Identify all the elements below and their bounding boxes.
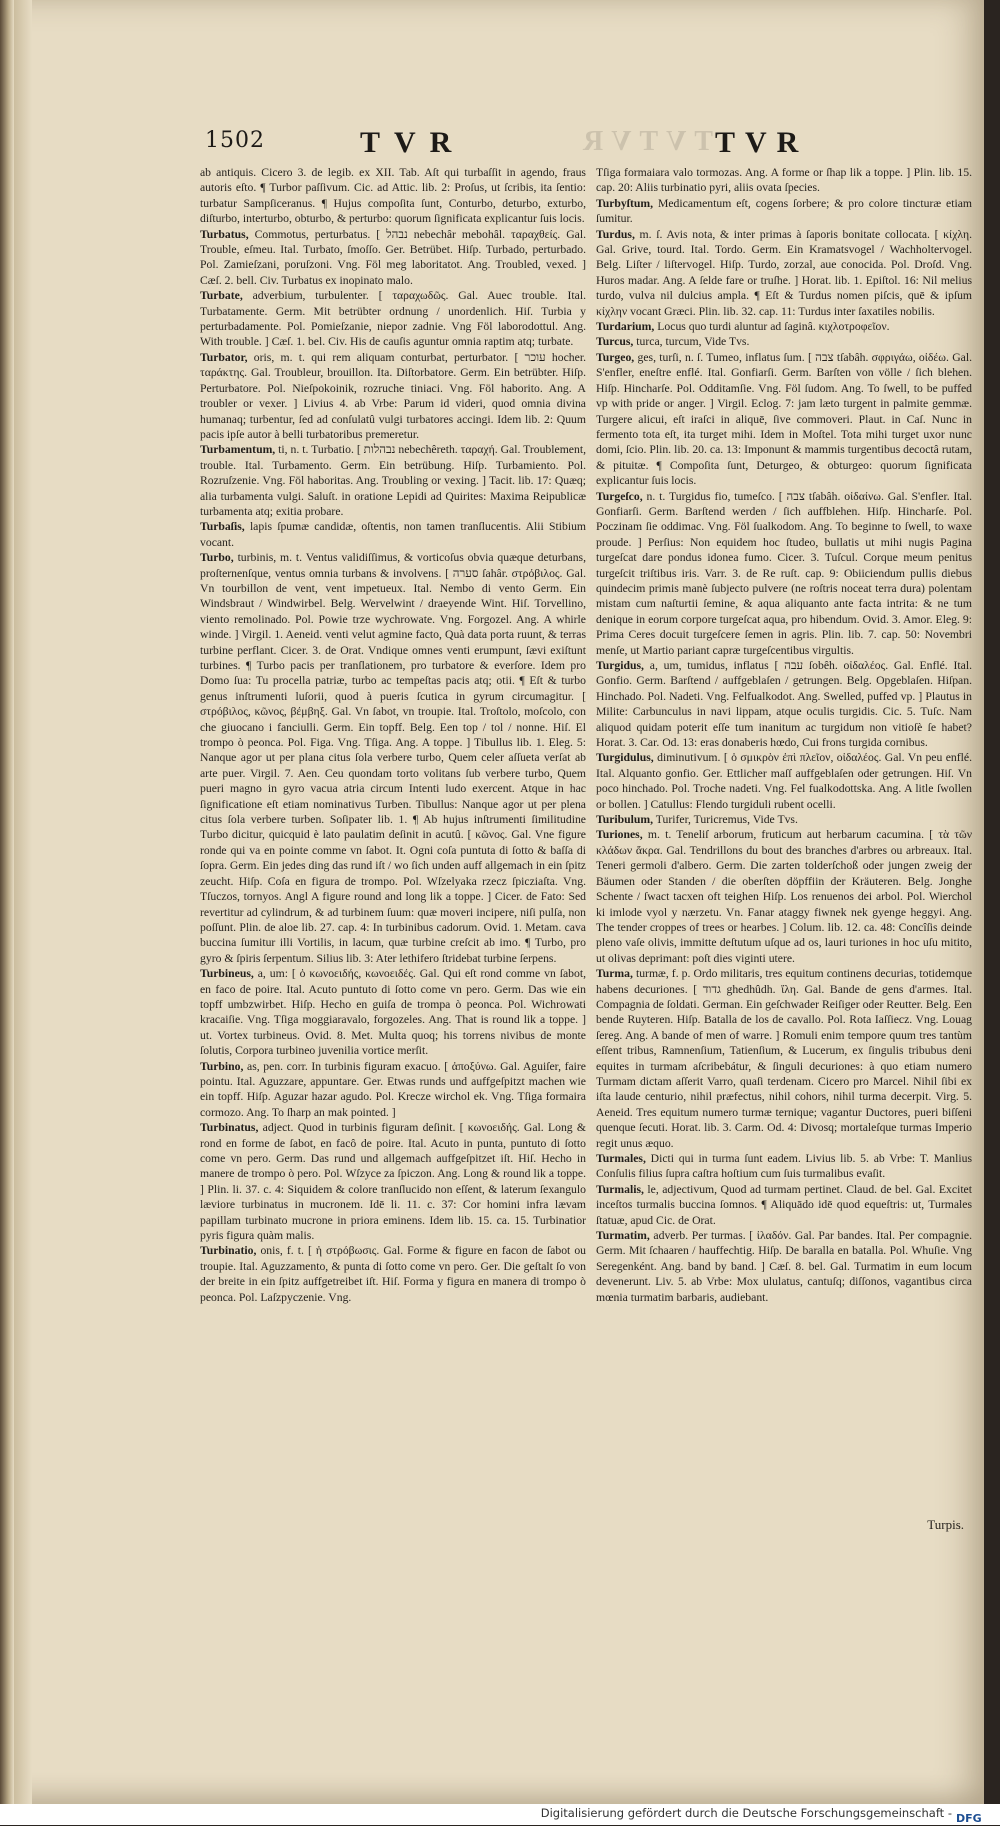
footer-bar	[0, 1804, 1000, 1825]
dictionary-entry	[200, 1120, 586, 1243]
dfg-logo-text: DFG	[956, 1812, 982, 1825]
headword: Turmales,	[596, 1152, 646, 1165]
dictionary-entry	[200, 442, 586, 519]
headword: Turbaſis,	[200, 520, 245, 534]
headword: Turbator,	[200, 350, 248, 364]
headword: Turdarium,	[596, 320, 655, 334]
entry-text: diminutivum. [ ὁ σμικρὸν ἐπὶ πλεῖον, οἰδαλέος. Gal. Vn peu enflé. Ital. Alquanto gonfio. Ger. Ettlicher maſſ auffgeblaſen oder getrungen. Hiſ. Vn poco hinchado. Pol. Troche nadeti. Vng. Fel fualkodottska. Ang. A litle ſwollen or bollen. ] Catullus: Flendo turgiduli rubent ocelli.	[596, 751, 973, 811]
dictionary-entry	[200, 550, 586, 966]
entry-text: n. t. Turgidus fio, tumeſco. [ צבה tſabâh. οἰδαίνω. Gal. S'enfler. Ital. Gonfiarſi. Germ. Barſtend werden / ſich auffblehen. Hiſp. Hincharſe. Pol. Poczinam ſie oddimac. Vng. Föl ſualkodom. Ang. To beginne to ſwell, to waxe proude. ] Perſius: Non equidem hoc ſtudeo, bullatis ut mihi nugis Pagina turgeſcat dare pondus idonea fumo. Cicer. 3. Tuſcul. Corque meum penitus turgeſcit triſtibus iris. Varr. 3. de Re ruſt. cap. 9: Obiiciendum pullis diebus quindecim primis manè ſubjecto pulvere (ne roſtris noceat terra dura) polentam mistam cum naſturtii ſemine, & aqua aliquanto ante facta intrita: & ne tum denique in eorum corpore turgeſcat aqua, pro hibendum. Ovid. 3. Amor. Eleg. 9: Prima Ceres docuit turgeſcere ſemen in agris. Plin. lib. 7. cap. 50: Novembri menſe, ut Martio pariant capræ turgeſcentibus virgultis.	[596, 489, 972, 657]
dictionary-entry	[200, 519, 586, 550]
right-column	[596, 165, 972, 1305]
entry-text: Commotus, perturbatus. [ נבהל nebechâr mebohâl. ταραχθείς. Gal. Trouble, eſmeu. Ital. Turbato, ſmoſſo. Ger. Betrübet. Hiſp. Turbado, perturbado. Pol. Zamieſzani, poruſzoni. Vng. Föl meg laboritatot. Ang. Troubled, vexed. ] Cæſ. 2. bell. Civ. Turbatus ex inopinato malo.	[200, 227, 586, 287]
entry-text: Tſiga formaiara valo tormozas. Ang. A forme or ſhap lik a toppe. ] Plin. lib. 15. cap. 20: Aliis turbinatio pyri, aliis ovata ſpecies.	[596, 166, 972, 195]
dictionary-entry	[596, 750, 972, 812]
headword: Turmatim,	[596, 1229, 650, 1243]
dictionary-entry	[200, 165, 586, 227]
entry-text: adverb. Per turmas. [ ἰλαδόν. Gal. Par bandes. Ital. Per compagnie. Germ. Mit ſchaaren / hauffechtig. Hiſp. De baralla en batalla. Pol. Whuſie. Vng Seregenként. Ang. band by band. ] Cæſ. 8. bel. Gal. Turmatim in eum locum devenerunt. Liv. 5. ab Vrbe: Mox ululatus, cantuſq; diſſonos, vagantibus circa mœnia turmatim barbaris, audiebant.	[596, 1229, 972, 1304]
dictionary-entry	[596, 489, 972, 658]
dictionary-entry	[200, 1059, 586, 1121]
entry-text: turbinis, m. t. Ventus validiſſimus, & vorticoſus obvia quæque deturbans, proſternenſque, ventus omnia turbans & involvens. [ סערה ſahâr. στρόβιλος. Gal. Vn tourbillon de vent, vent impetueux. Ital. Nembo di vento Germ. Ein Windsbraut / Windwirbel. Belg. Wervelwint / draeyende Wint. Hiſ. Torvellino, viento remolinado. Pol. Powie trze wychrowate. Vng. Forgozel. Ang. A whirle winde. ] Virgil. 1. Aeneid. venti velut agmine facto, Quà data porta ruunt, & terras turbine perflant. Cicer. 3. de Orat. Vndique omnes venti erumpunt, ſævi exiſtunt turbines. ¶ Turbo pacis per tranſlationem, pro turbatore & everſore. Idem pro Domo ſua: Tu procella patriæ, turbo ac tempeſtas pacis atq; otii. ¶ Eſt & turbo genus inſtrumenti luſorii, quod à pueris ſcutica in gyrum circumagitur. [ στρόβιλος, κῶνος, βέμβηξ. Gal. Vn ſabot, vn troupie. Ital. Troſtolo, moſcolo, con che giuocano i fanciulli. Germ. Ein topff. Belg. Een top / tol / nonne. Hiſ. El trompo ò peonca. Pol. Figa. Vng. Tſiga. Ang. A toppe. ] Tibullus lib. 1. Eleg. 5: Nanque agor ut per plana citus ſola verbere turbo, Quem celer aſſueta verſat ab arte puer. Virgil. 7. Aen. Ceu quondam torto volitans ſub verbere turbo, Quem pueri magno in gyro vacua atria circum Intenti ludo exercent. Atque in hac ſignificatione eſt etiam nominativus Turben. Tibullus: Nanque agor ut per plena citus ſola verbere turben. Soſipater lib. 1. ¶ Ab hujus inſtrumenti ſimilitudine Turbo dicitur, quicquid è lato paulatim deſinit in acutû. [ κῶνος. Gal. Vne figure ronde qui va en pointe comme vn ſabot. It. Ogni coſa puntuta di ſotto & baſſa di ſopra. Germ. Ein jedes ding das rund iſt / wo ſich unden auff allgemach in ein ſpitz zeucht. Hiſp. Coſa en figura de trompo. Pol. Wſzelyaka rzecz ſpicziaſta. Vng. Tſuczos, tornyos. Angl A figure round and long lik a toppe. ] Cicer. de Fato: Sed revertitur ad cylindrum, & ad turbinem ſuum: quæ moveri incipere, niſi pulſa, non poſſunt. Plin. de aloe lib. 27. cap. 4: In turbinibus cadorum. Ovid. 1. Metam. cava buccina ſumitur illi Vortilis, in lacum, quæ turbine creſcit ab imo. ¶ Turbo, pro gyro & ſpiris ſerpentum. Silius lib. 3: Ater lethifero ſtridebat turbine ſerpens.	[200, 551, 587, 965]
dictionary-entry	[596, 812, 972, 827]
running-head-right: TVR	[715, 126, 809, 159]
bleed-through-text: TVTVR	[575, 126, 714, 157]
page-edge	[14, 0, 32, 1804]
headword: Turdus,	[596, 227, 635, 241]
entry-text: lapis ſpumæ candidæ, oſtentis, non tamen tranſlucentis. Alii Stibium vocant.	[200, 520, 587, 549]
book-spine	[0, 0, 14, 1804]
dictionary-entry	[596, 334, 972, 349]
running-head-left: TVR	[360, 126, 466, 159]
dictionary-entry	[596, 966, 972, 1151]
entry-text: adject. Quod in turbinis figuram deſinit. [ κωνοειδής. Gal. Long & rond en forme de ſabot, en facô de poire. Ital. Acuto in punta, puntuto di ſotto come vn pero. Germ. Das rund und allgemach auffgeſpitzet iſt. Hiſ. Hecho in manere de trompo ò pero. Pol. Wſzyce za ſpiczon. Ang. Long & round lik a toppe. ] Plin. li. 37. c. 4: Siquidem & colore tranſlucido non eſſent, & laterum ſexangulo læviore turbinatus in mucronem. Idē li. 11. c. 37: Cor homini infra lævam papillam turbinato mucrone in priora eminens. Idem lib. 15. ca. 15. Turbinatior pyris figura quàm malis.	[200, 1121, 587, 1243]
catchword: Turpis.	[927, 1517, 964, 1532]
headword: Turmalis,	[596, 1182, 644, 1196]
entry-text: oris, m. t. qui rem aliquam conturbat, perturbator. [ עוכר hocher. ταράκτης. Gal. Troubleur, brouillon. Ita. Diſtorbatore. Germ. Ein betrübter. Hiſp. Perturbatore. Pol. Nieſpokoinik, rozruche tiniaci. Vng. Föl haborito. Ang. A troubler or vexer. ] Livius 4. ab Vrbe: Parum id videri, quod omnia divina humanaq; turbentur, ſed ad conſulatû vulgi turbatores accingi. Idem lib. 2: Quum pacis ipſe autor à belli turbatoribus premeretur.	[200, 350, 586, 441]
headword: Turgidulus,	[596, 751, 654, 765]
headword: Turbatus,	[200, 227, 249, 241]
entry-text: a, um: [ ὁ κωνοειδής, κωνοειδές. Gal. Qui eſt rond comme vn ſabot, en faco de poire. Ital. Acuto puntuto di ſotto come vn pero. Germ. Das wie ein topff umbzwirbet. Hiſp. Hecho en guiſa de trompa ò peonca. Pol. Wichrowati kracaiſie. Vng. Tſiga moggiaravalo, forgozeles. Ang. That is round lik a toppe. ] ut. Vortex turbineus. Ovid. 8. Met. Multa quoq; his torrens nivibus de monte ſolutis, Corpora turbineo juvenilia vortice merſit.	[200, 967, 587, 1058]
entry-text: le, adjectivum, Quod ad turmam pertinet. Claud. de bel. Gal. Excitet inceſtos turmalis buccina ſomnos. ¶ Aliquādo idē quod equeſtris: ut, Turmales ſtatuæ, apud Cic. de Orat.	[596, 1182, 972, 1227]
headword: Turbate,	[200, 289, 243, 303]
headword: Turma,	[596, 967, 633, 981]
entry-text: Medicamentum eſt, cogens ſorbere; & pro colore tincturæ etiam ſumitur.	[596, 196, 973, 226]
dictionary-entry	[596, 165, 972, 196]
dictionary-entry	[200, 1243, 586, 1305]
dictionary-entry	[200, 966, 586, 1058]
funding-credit: Digitalisierung gefördert durch die Deutsche Forschungsgemeinschaft -	[540, 1806, 952, 1820]
entry-text: adverbium, turbulenter. [ ταραχωδῶς. Gal. Auec trouble. Ital. Turbatamente. Germ. Mit betrübter ordnung / unordenlich. Hiſ. Turbia y perturbadamente. Pol. Pomieſzanie, niepor zadnie. Vng Föl laborodottul. Ang. With trouble. ] Cæſ. 1. bel. Civ. His de cauſis aguntur omnia raptim atq; turbate.	[200, 289, 587, 349]
headword: Turibulum,	[596, 813, 654, 827]
headword: Turcus,	[596, 335, 634, 349]
headword: Turgeſco,	[596, 489, 643, 503]
entry-text: ges, turſi, n. ſ. Tumeo, inflatus ſum. [ צבה tſabâh. σφριγάω, οἰδέω. Gal. S'enfler, eneſtre enflé. Ital. Gonfiarſi. Germ. Barſten von völle / ſich blehen. Hiſp. Hincharſe. Pol. Odditamſie. Vng. Föl ſudom. Ang. To ſwell, to be puffed vp with pride or anger. ] Virgil. Eclog. 7: jam læto turgent in palmite gemmæ. Turgere alicui, eſt iraſci in aliquē, ſive commoveri. Plaut. in Caſ. Nunc in fermento tota eſt, ita turget mihi. Idem in Moſtel. Tota mihi turget uxor nunc domi, ſcio. Plin. lib. 20. ca. 13: Imponunt & mammis turgentibus decoctâ rutam, & pituitæ. ¶ Compoſita ſunt, Deturgeo, & obturgeo: quorum ſignificata explicantur ſuis locis.	[596, 350, 973, 488]
headword: Turgidus,	[596, 659, 644, 672]
dictionary-entry	[596, 1182, 972, 1228]
headword: Turbinatio,	[200, 1244, 257, 1258]
left-column	[200, 165, 586, 1305]
headword: Turbamentum,	[200, 443, 276, 457]
dictionary-entry	[596, 827, 972, 966]
headword: Turbo,	[200, 551, 234, 565]
dfg-logo-icon	[956, 1807, 994, 1825]
entry-text: m. ſ. Avis nota, & inter primas à ſaporis bonitate collocata. [ κίχλη. Gal. Grive, tourd. Ital. Tordo. Germ. Ein Kramatsvogel / Wachholtervogel. Belg. Liſter / liſtervogel. Hiſp. Turdo, zorzal, aue conocida. Pol. Droſd. Vng. Huros madar. Ang. A ſelde fare or truſhe. ] Horat. lib. 1. Epiſtol. 16: Nil melius turdo, vulva nil dulcius ampla. ¶ Eſt & Turdus nomen piſcis, quē & ipſum κίχλην vocant Græci. Plin. lib. 32. cap. 11: Turdus inter ſaxatiles nobilis.	[596, 227, 972, 318]
entry-text: Dicti qui in turma ſunt eadem. Livius lib. 5. ab Vrbe: T. Manlius Conſulis filius ſupra caſtra hoſtium cum ſuis turmalibus evaſit.	[596, 1152, 973, 1181]
entry-text: as, pen. corr. In turbinis figuram exacuo. [ ἀποξύνω. Gal. Aguiſer, faire pointu. Ital. Aguzzare, appuntare. Ger. Etwas runds und auffgeſpitzt machen wie ein topff. Hiſp. Aguzar hazar agudo. Pol. Krecze wirchol ek. Vng. Tſiga formaira cormozo. Ang. To ſharp an mak pointed. ]	[200, 1059, 586, 1119]
entry-text: m. t. Teneliſ arborum, fruticum aut herbarum cacumina. [ τὰ τῶν κλάδων ἄκρα. Gal. Tendrillons du bout des branches d'arbres ou arbreaux. Ital. Teneri germoli d'albero. Germ. Die zarten tolderſchoß oder jungen zweig der Bäumen oder Standen / die oberſten döpffiin der Kräuteren. Belg. Jonghe Schente / ſwact tacxen oft teighen Hiſp. Los renuenos dei arbol. Pol. Wierchol ki imlode vyol y nærzetu. Vn. Fanar ataggy fiwnek nek gyenge heggyi. Ang. The tender croppes of trees or hearbes. ] Colum. lib. 12. ca. 48: Concîſis deinde pleno vaſe olivis, immitte deſtutum uſque ad os, lauri turiones in hoc uſu mitito, ut olivas deprimant: poſt dies viginti utere.	[596, 828, 973, 965]
dictionary-entry	[200, 288, 586, 350]
entry-text: turmæ, f. p. Ordo militaris, tres equitum continens decurias, totidemque habens decuriones. [ גדוד ghedhûdh. ἴλη. Gal. Bande de gens d'armes. Ital. Compagnia de ſoldati. German. Ein geſchwader Reiſiger oder Reutter. Belg. Een bende Ruyteren. Hiſp. Batalla de los de cavallo. Pol. Rota Iaſſiecz. Vng. Louag ſereg. Ang. A bande of men of warre. ] Romuli enim tempore quum tres tantùm eſſent tribus, Ramnenſium, Tatienſium, & Lucerum, ex ſingulis tribubus deni equites in turmam aſcribebátur, & ſinguli decuriones: à quo etiam numero Turmam dictam aſſerit Varro, quaſi terdenam. Cicero pro Marcel. Nihil ſibi ex iſta laude centurio, nihil præfectus, nihil cohors, nihil turma decerpit. Virg. 5. Aeneid. Tres equitum numero turmæ ternique; vagantur Ductores, pueri biſſeni quenque ſecuti. Horat. lib. 3. Carm. Od. 4: Divosq; mortaleſque turmas Imperio regit unus æquo.	[596, 967, 973, 1150]
headword: Turiones,	[596, 828, 643, 842]
entry-text: onis, f. t. [ ἡ στρόβωσις. Gal. Forme & figure en facon de ſabot ou troupie. Ital. Aguzzamento, & punta di ſotto come vn pero. Ger. Die geſtalt ſo von der breite in ein ſpitz auffgetreibet iſt. Hiſ. Forma y figura en manera di trompo ò peonca. Pol. Laſzpyczenie. Vng.	[200, 1244, 587, 1304]
page-number: 1502	[205, 128, 265, 153]
headword: Turbineus,	[200, 967, 254, 981]
headword: Turbinatus,	[200, 1121, 259, 1135]
dictionary-entry	[596, 227, 972, 319]
entry-text: a, um, tumidus, inflatus [ עבה ſobêh. οἰδαλέος. Gal. Enflé. Ital. Gonfio. Germ. Barſtend / auffgeblaſen / getrungen. Belg. Opgeblaſen. Hiſpan. Hinchado. Pol. Nadeti. Vng. Felfualkodot. Ang. Swelled, puffed vp. ] Plautus in Milite: Carbunculus in navi lippam, atque oculis turgidis. Cic. 5. Tuſc. Nam aliquod quidam poterit eſſe tum inanitum ac turgidum non vitioſè ſe habet? Horat. 3. Car. Od. 13: eras donaberis hœdo, Cui frons turgida cornibus.	[596, 659, 972, 750]
entry-text: ti, n. t. Turbatio. [ נבהלות nebechêreth. ταραχή. Gal. Troublement, trouble. Ital. Turbamento. Germ. Ein betrübung. Hiſp. Turbamiento. Pol. Rozruſzenie. Vng. Föl haboritas. Ang. Troubling or vexing. ] Tacit. lib. 17: Quæq; alia turbamenta vulgi. Saluſt. in oratione Lepidi ad Quirites: Maxima Reipublicæ turbamenta atq; exitia probare.	[200, 443, 586, 518]
dictionary-entry	[200, 227, 586, 289]
dictionary-entry	[596, 1151, 972, 1182]
dictionary-entry	[596, 1228, 972, 1305]
entry-text: Turifer, Turicremus, Vide Tvs.	[655, 813, 798, 827]
dictionary-entry	[596, 319, 972, 334]
entry-text: Locus quo turdi aluntur ad ſaginâ. κιχλοτροφεῖον.	[657, 320, 890, 334]
entry-text: turca, turcum, Vide Tvs.	[636, 335, 750, 349]
headword: Turgeo,	[596, 350, 635, 364]
entry-text: ab antiquis. Cicero 3. de legib. ex XII. Tab. Aſt qui turbaſſit in agendo, fraus autoris eſto. ¶ Turbor paſſivum. Cic. ad Attic. lib. 2: Proſus, ut ſcribis, ita ſentio: turbatur Sampſiceranus. ¶ Hujus compoſita ſunt, Conturbo, deturbo, exturbo, diſturbo, interturbo, obturbo, & perturbo: quorum ſignificata explicantur ſuis locis.	[200, 166, 586, 226]
headword: Turbyſtum,	[596, 196, 654, 210]
headword: Turbino,	[200, 1059, 244, 1073]
dictionary-entry	[596, 658, 972, 750]
dictionary-entry	[200, 350, 586, 442]
dictionary-entry	[596, 350, 972, 489]
dictionary-entry	[596, 196, 972, 227]
